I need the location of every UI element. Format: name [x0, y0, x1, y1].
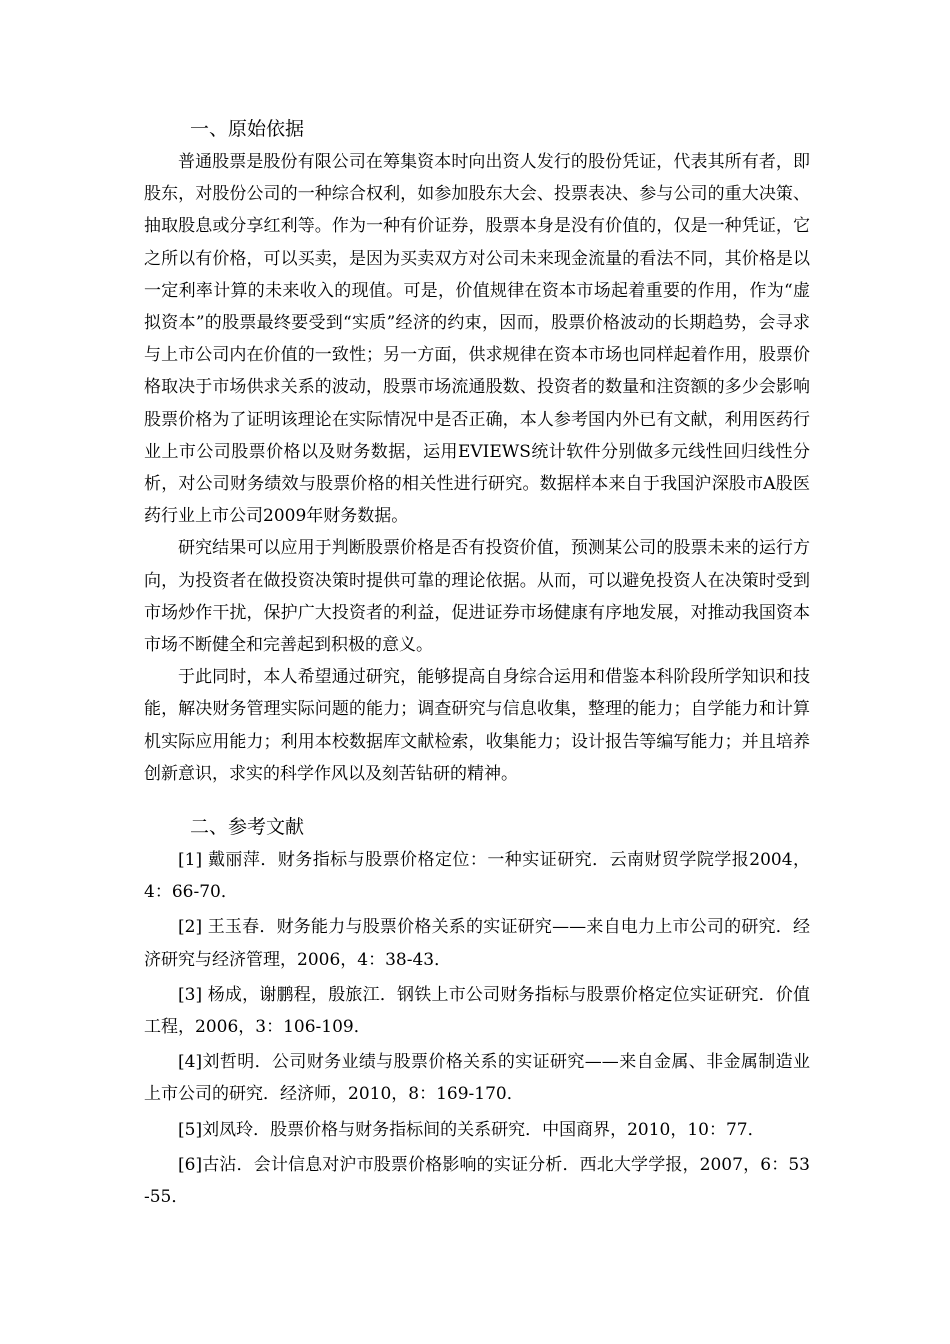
paragraph-2: 研究结果可以应用于判断股票价格是否有投资价值，预测某公司的股票未来的运行方向，为投资者在做投资决策时提供可靠的理论依据。从而，可以避免投资人在决策时受到市场炒作干扰，保护广大投资者的利益，促进证券市场健康有序地发展，对推动我国资本市场不断健全和完善起到积极的意义。	[144, 538, 810, 656]
reference-item: [3] 杨成，谢鹏程，殷旅江．钢铁上市公司财务指标与股票价格定位实证研究．价值工程，2006，3：106-109．	[144, 984, 810, 1038]
reference-item: [4]刘哲明．公司财务业绩与股票价格关系的实证研究——来自金属、非金属制造业上市公司的研究．经济师，2010，8：169-170．	[144, 1052, 810, 1105]
section-heading-references: 二、参考文献	[190, 816, 305, 839]
section-heading-basis: 一、原始依据	[190, 118, 305, 140]
paragraph-3: 于此同时，本人希望通过研究，能够提高自身综合运用和借鉴本科阶段所学知识和技能，解决财务管理实际问题的能力；调查研究与信息收集，整理的能力；自学能力和计算机实际应用能力；利用本校数据库文献检索，收集能力；设计报告等编写能力；并且培养创新意识，求实的科学作风以及刻苦钻研的精神。	[144, 667, 810, 784]
document-page	[144, 112, 810, 1216]
reference-item: [1] 戴丽萍．财务指标与股票价格定位：一种实证研究．云南财贸学院学报2004，4：66-70．	[144, 850, 810, 903]
paragraph-1: 普通股票是股份有限公司在筹集资本时向出资人发行的股份凭证，代表其所有者，即股东，对股份公司的一种综合权利，如参加股东大会、投票表决、参与公司的重大决策、抽取股息或分享红利等。作为一种有价证券，股票本身是没有价值的，仅是一种凭证，它之所以有价格，可以买卖，是因为买卖双方对公司未来现金流量的看法不同，其价格是以一定利率计算的未来收入的现值。可是，价值规律在资本市场起着重要的作用，作为“虚拟资本”的股票最终要受到“实质”经济的约束，因而，股票价格波动的长期趋势，会寻求与上市公司内在价值的一致性；另一方面，供求规律在资本市场也同样起着作用，股票价格取决于市场供求关系的波动，股票市场流通股数、投资者的数量和注资额的多少会影响股票价格为了证明该理论在实际情况中是否正确，本人参考国内外已有文献，利用医药行业上市公司股票价格以及财务数据，运用EVIEWS统计软件分别做多元线性回归线性分析，对公司财务绩效与股票价格的相关性进行研究。数据样本来自于我国沪深股市A股医药行业上市公司2009年财务数据。	[144, 152, 810, 527]
reference-item: [5]刘凤玲．股票价格与财务指标间的关系研究．中国商界，2010，10：77．	[178, 1119, 765, 1140]
reference-item: [2] 王玉春．财务能力与股票价格关系的实证研究——来自电力上市公司的研究．经济研究与经济管理，2006，4：38-43．	[144, 917, 810, 970]
reference-item: [6]古沾．会计信息对沪市股票价格影响的实证分析．西北大学学报，2007，6：53-55．	[144, 1154, 810, 1208]
reference-list	[144, 844, 810, 1213]
